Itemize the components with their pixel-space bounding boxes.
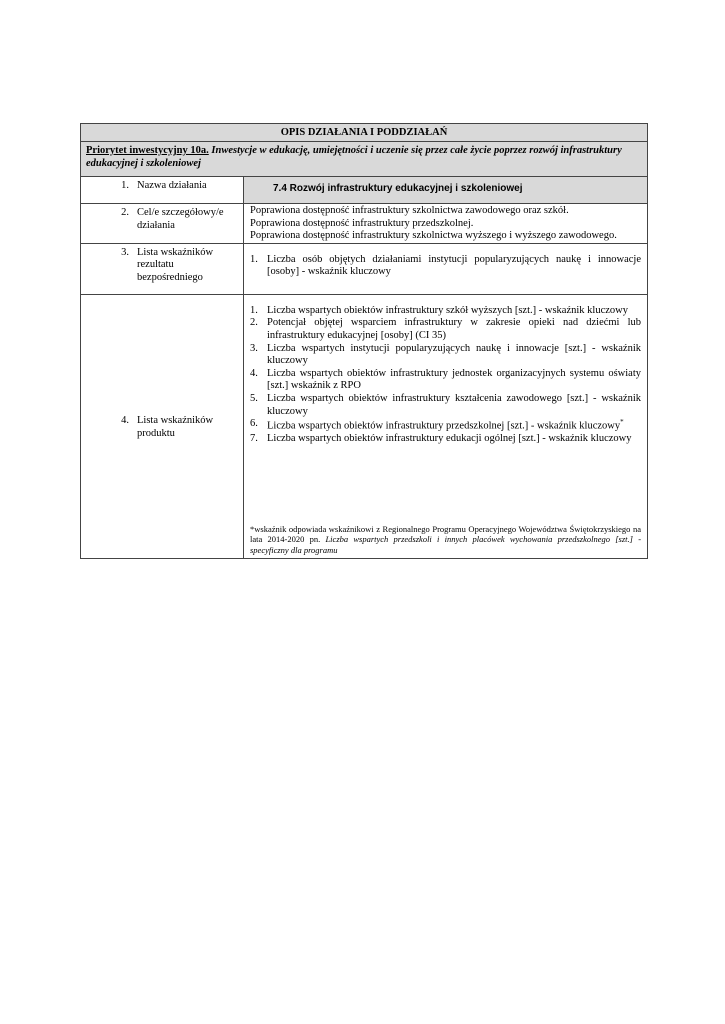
goals-cell: [244, 204, 648, 244]
row-goal-label-cell: [81, 204, 244, 244]
footnote: [250, 524, 641, 555]
products-cell: [244, 294, 648, 558]
results-list: [250, 254, 641, 279]
footnote-italic-text: Liczba wspartych przedszkoli i innych placówek wychowania przedszkolnego [szt.] - specyficzny dla programu: [250, 534, 642, 555]
list-item: 5. Liczba wspartych obiektów infrastruktury kształcenia zawodowego [szt.] - wskaźnik kluczowy: [250, 392, 642, 417]
priority-text: Inwestycje w edukację, umiejętności i uczenie się przez całe życie poprzez rozwój infrastruktury edukacyjnej i szkoleniowej: [86, 145, 622, 169]
goal-line: Poprawiona dostępność infrastruktury przedszkolnej.: [250, 217, 474, 229]
goal-line: Poprawiona dostępność infrastruktury szkolnictwa zawodowego oraz szkół.: [250, 205, 569, 216]
row-number: 1.: [121, 180, 129, 191]
priority-cell: [81, 142, 648, 177]
goal-line: Poprawiona dostępność infrastruktury szkolnictwa wyższego i wyższego zawodowego.: [250, 230, 617, 242]
action-description-table: [80, 123, 648, 559]
row-label: Cel/e szczegółowy/e działania: [137, 207, 224, 231]
products-list: [250, 305, 641, 446]
row-products-label-cell: [81, 294, 244, 558]
row-label: Lista wskaźników rezultatu bezpośredniego: [137, 246, 214, 283]
row-number: 2.: [121, 207, 129, 218]
list-item: 6. Liczba wspartych obiektów infrastruktury przedszkolnej [szt.] - wskaźnik kluczowy*: [250, 418, 624, 432]
list-item: 1. Liczba wspartych obiektów infrastruktury szkół wyższych [szt.] - wskaźnik kluczowy: [250, 304, 628, 316]
footnote-text: *wskaźnik odpowiada wskaźnikowi z Regionalnego Programu Operacyjnego Województwa Świętokrzyskiego na lata 2014-2020 pn.: [250, 524, 642, 545]
row-name-label-cell: [81, 177, 244, 204]
list-item: 3. Liczba wspartych instytucji popularyzujących naukę i innowacje [szt.] - wskaźnik kluczowy: [250, 342, 642, 367]
footnote-marker: *: [620, 418, 624, 427]
list-item: 2. Potencjał objętej wsparciem infrastruktury w zakresie opieki nad dziećmi lub infrastruktury edukacyjnej [osoby] (CI 35): [250, 317, 642, 341]
row-results-label-cell: [81, 243, 244, 294]
row-number: 4.: [121, 415, 129, 427]
table-title: OPIS DZIAŁANIA I PODDZIAŁAŃ: [81, 124, 648, 142]
row-label: Lista wskaźników produktu: [137, 415, 214, 439]
row-number: 3.: [121, 246, 129, 258]
list-item: 4. Liczba wspartych obiektów infrastruktury jednostek organizacyjnych systemu oświaty [szt.] wskaźnik z RPO: [250, 367, 642, 392]
list-item: 1. Liczba osób objętych działaniami instytucji popularyzujących naukę i innowacje [osoby] - wskaźnik kluczowy: [250, 253, 642, 278]
list-item: 7. Liczba wspartych obiektów infrastruktury edukacji ogólnej [szt.] - wskaźnik kluczowy: [250, 433, 632, 445]
row-label: Nazwa działania: [137, 180, 207, 191]
results-cell: [244, 243, 648, 294]
priority-label: Priorytet inwestycyjny 10a.: [86, 145, 209, 156]
action-name: 7.4 Rozwój infrastruktury edukacyjnej i szkoleniowej: [244, 177, 648, 204]
